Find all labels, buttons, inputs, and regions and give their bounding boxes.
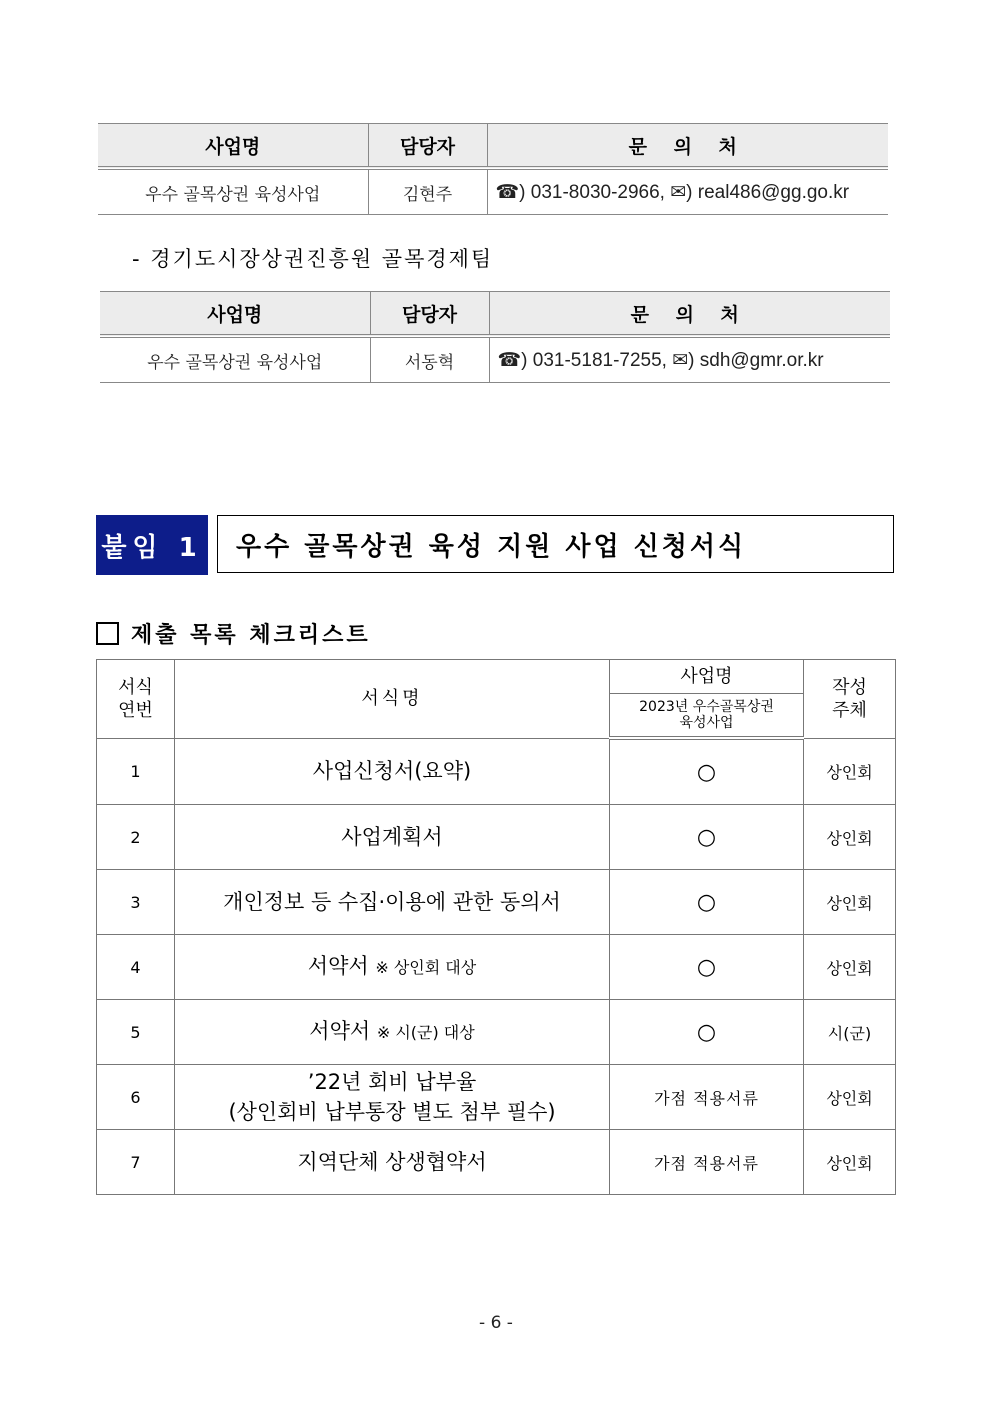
- row-num: 6: [97, 1065, 175, 1130]
- form-note: ※ 상인회 대상: [375, 958, 477, 977]
- header-project-sub: 2023년 우수골목상권 육성사업: [610, 694, 804, 739]
- header-contact: 문 의 처: [487, 124, 888, 169]
- mail-icon: ✉: [670, 181, 687, 203]
- contact-table-1: [98, 123, 888, 215]
- table-row: [97, 1065, 896, 1130]
- check-mark: 가점 적용서류: [610, 1130, 804, 1195]
- form-name-line2: (상인회비 납부통장 별도 첨부 필수): [228, 1100, 556, 1124]
- header-project: 사업명: [98, 124, 368, 169]
- contact-table-2: [100, 291, 890, 383]
- checklist-title: 제출 목록 체크리스트: [131, 623, 371, 648]
- form-name-text: 서약서: [309, 1019, 371, 1043]
- form-name: 사업계획서: [175, 805, 610, 870]
- form-name: 개인정보 등 수집·이용에 관한 동의서: [175, 870, 610, 935]
- header-manager: 담당자: [370, 292, 489, 337]
- header-form-name: 서식명: [175, 660, 610, 739]
- table-row: [97, 805, 896, 870]
- author-subject: 상인회: [804, 805, 896, 870]
- table-row: [97, 870, 896, 935]
- author-subject: 상인회: [804, 1130, 896, 1195]
- contact-info: [487, 168, 888, 215]
- header-contact: 문 의 처: [489, 292, 890, 337]
- row-num: 1: [97, 738, 175, 805]
- row-num: 7: [97, 1130, 175, 1195]
- form-note: ※ 시(군) 대상: [376, 1023, 475, 1042]
- author-subject: 상인회: [804, 935, 896, 1000]
- email-address: ) sdh@gmr.or.kr: [688, 349, 824, 371]
- check-mark: ○: [610, 1000, 804, 1065]
- header-project: 사업명: [100, 292, 370, 337]
- check-mark: ○: [610, 870, 804, 935]
- phone-number: ) 031-5181-7255,: [521, 349, 667, 371]
- page-number: - 6 -: [479, 1313, 513, 1333]
- check-mark: 가점 적용서류: [610, 1065, 804, 1130]
- phone-icon: ☎: [495, 181, 520, 203]
- form-name-line1: ’22년 회비 납부율: [307, 1070, 477, 1094]
- row-num: 5: [97, 1000, 175, 1065]
- contact-info: [489, 336, 890, 383]
- phone-number: ) 031-8030-2966,: [519, 181, 665, 203]
- author-subject: 상인회: [804, 738, 896, 805]
- row-num: 4: [97, 935, 175, 1000]
- header-project: 사업명: [610, 660, 804, 694]
- check-mark: ○: [610, 805, 804, 870]
- table-row: [97, 1000, 896, 1065]
- table-row: [97, 935, 896, 1000]
- form-name: 사업신청서(요약): [175, 738, 610, 805]
- project-name: 우수 골목상권 육성사업: [100, 336, 370, 383]
- table-row: [97, 1130, 896, 1195]
- manager-name: 서동혁: [370, 336, 489, 383]
- form-name-text: 서약서: [307, 954, 369, 978]
- section-line: - 경기도시장상권진흥원 골목경제팀: [132, 247, 494, 271]
- mail-icon: ✉: [672, 349, 689, 371]
- author-subject: 시(군): [804, 1000, 896, 1065]
- form-name: 지역단체 상생협약서: [175, 1130, 610, 1195]
- form-name: [175, 935, 610, 1000]
- attachment-title: 우수 골목상권 육성 지원 사업 신청서식: [217, 515, 894, 573]
- table-row: [97, 738, 896, 805]
- checklist-heading: [96, 618, 371, 649]
- row-num: 2: [97, 805, 175, 870]
- check-mark: ○: [610, 738, 804, 805]
- header-manager: 담당자: [368, 124, 487, 169]
- attachment-tag: 붙임 1: [96, 515, 208, 575]
- form-name: [175, 1000, 610, 1065]
- form-name: [175, 1065, 610, 1130]
- row-num: 3: [97, 870, 175, 935]
- project-name: 우수 골목상권 육성사업: [98, 168, 368, 215]
- header-subject: 작성 주체: [804, 660, 896, 739]
- email-address: ) real486@gg.go.kr: [686, 181, 850, 203]
- phone-icon: ☎: [497, 349, 522, 371]
- check-mark: ○: [610, 935, 804, 1000]
- manager-name: 김현주: [368, 168, 487, 215]
- checklist-table: [96, 659, 896, 1195]
- header-num: 서식 연번: [97, 660, 175, 739]
- author-subject: 상인회: [804, 870, 896, 935]
- checkbox-icon: [96, 622, 119, 645]
- author-subject: 상인회: [804, 1065, 896, 1130]
